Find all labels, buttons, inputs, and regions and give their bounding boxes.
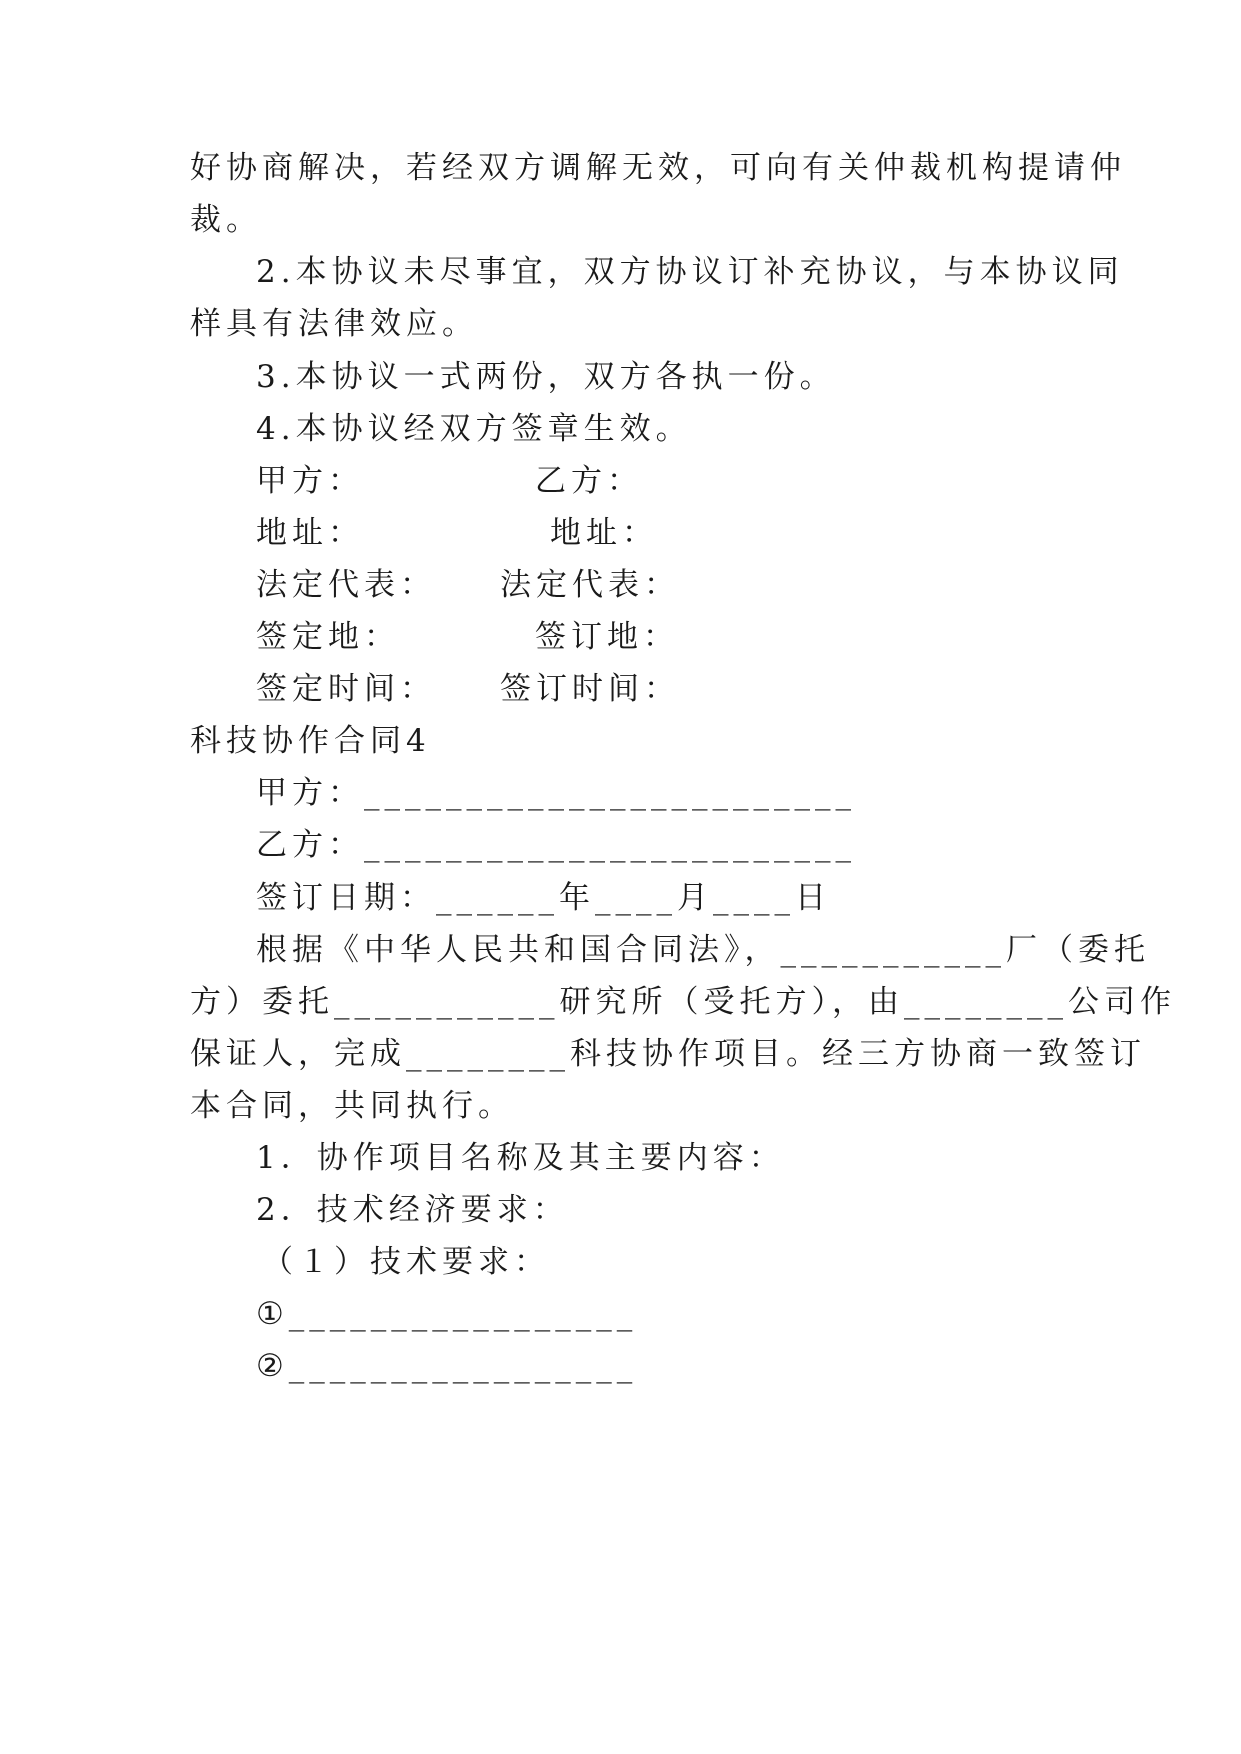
blank-item-2: ②_________________: [256, 1348, 638, 1384]
paragraph-line: 方）委托___________研究所（受托方），由________公司作: [190, 984, 1176, 1020]
paragraph-line: 样具有法律效应。: [190, 306, 478, 342]
address-a-label: 地址：: [256, 515, 364, 551]
time-b-label: 签订时间：: [500, 671, 680, 707]
section-title: 科技协作合同4: [190, 723, 431, 759]
contract4-party-b: 乙方：________________________: [256, 827, 856, 863]
paragraph-line: 根据《中华人民共和国合同法》，___________厂（委托: [256, 932, 1150, 968]
paragraph-line: 保证人，完成________科技协作项目。经三方协商一致签订: [190, 1036, 1146, 1072]
paragraph-line: 本合同，共同执行。: [190, 1088, 514, 1124]
item-2-1: （１）技术要求：: [262, 1244, 550, 1280]
party-b-label: 乙方：: [535, 463, 643, 499]
address-b-label: 地址：: [550, 515, 658, 551]
place-b-label: 签订地：: [535, 619, 679, 655]
time-a-label: 签定时间：: [256, 671, 436, 707]
contract4-party-a: 甲方：________________________: [256, 775, 856, 811]
rep-b-label: 法定代表：: [500, 567, 680, 603]
party-a-label: 甲方：: [256, 463, 364, 499]
blank-item-1: ①_________________: [256, 1296, 638, 1332]
clause-4: 4.本协议经双方签章生效。: [256, 411, 692, 447]
paragraph-line: 裁。: [190, 202, 262, 238]
paragraph-line: 好协商解决，若经双方调解无效，可向有关仲裁机构提请仲: [190, 150, 1126, 186]
item-1: 1．协作项目名称及其主要内容：: [256, 1140, 785, 1176]
place-a-label: 签定地：: [256, 619, 400, 655]
item-2: 2．技术经济要求：: [256, 1192, 569, 1228]
rep-a-label: 法定代表：: [256, 567, 436, 603]
clause-2: 2.本协议未尽事宜，双方协议订补充协议，与本协议同: [256, 254, 1124, 290]
clause-3: 3.本协议一式两份，双方各执一份。: [256, 359, 836, 395]
contract4-date: 签订日期：______年____月____日: [256, 880, 831, 916]
